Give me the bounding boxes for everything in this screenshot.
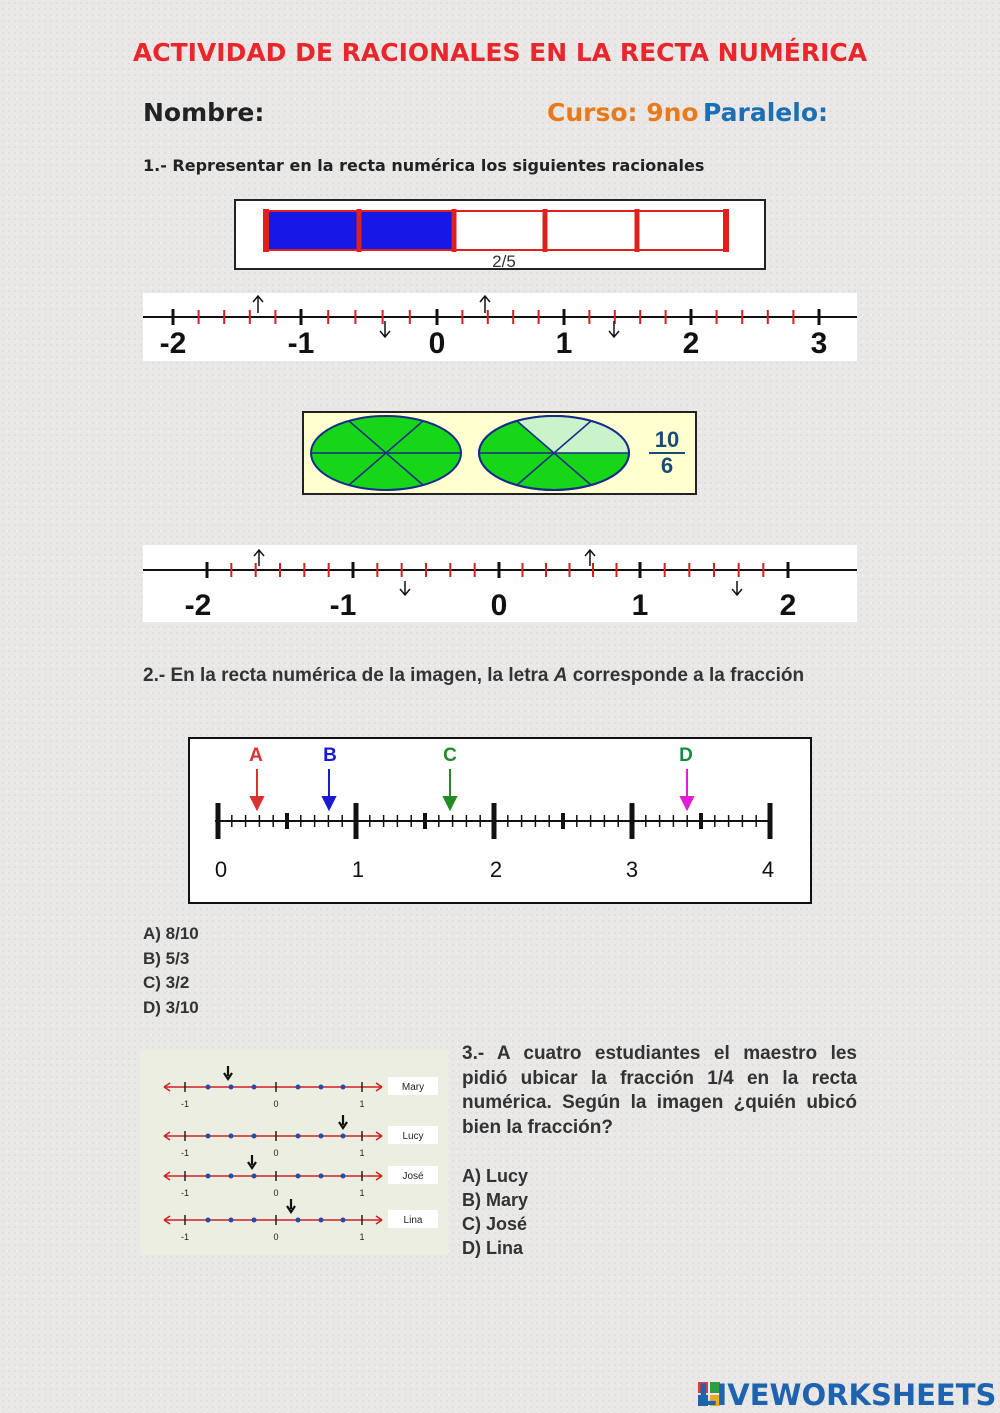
fraction-bar-figure [234,199,766,270]
quarter-dot [319,1218,324,1223]
student-name: Lina [403,1215,423,1226]
axis-label: 1 [631,589,649,622]
quarter-dot [319,1085,324,1090]
number-line-q2 [188,737,812,904]
quarter-dot [341,1085,346,1090]
pie-fraction-figure [302,411,697,495]
quarter-dot [252,1174,257,1179]
quarter-dot [296,1174,301,1179]
question-3-options [462,1164,528,1260]
logo-text: LIVEWORKSHEETS [698,1378,997,1412]
point-label-d: D [679,745,693,766]
quarter-dot [319,1134,324,1139]
section-label: Paralelo: [703,98,828,127]
page-title: ACTIVIDAD DE RACIONALES EN LA RECTA NUMÉRICA [132,38,868,67]
axis-label: -1 [180,1232,190,1242]
bar-part-filled-2 [359,211,454,250]
option-a[interactable]: A) 8/10 [143,924,199,943]
quarter-dot [206,1218,211,1223]
course-label: Curso: 9no [547,98,699,127]
axis-label: 1 [359,1232,365,1242]
point-label-a: A [249,745,263,766]
quarter-dot [252,1085,257,1090]
question-2-prompt: 2.- En la recta numérica de la imagen, la letra A corresponde a la fracción [143,665,805,686]
quarter-dot [296,1218,301,1223]
number-line-2 [143,545,857,622]
axis-label: -1 [180,1148,190,1158]
quarter-dot [252,1218,257,1223]
axis-label: 4 [761,857,775,882]
quarter-dot [341,1174,346,1179]
fraction-label-2-5: 2/5 [492,252,516,270]
option-d[interactable]: D) Lina [462,1238,523,1258]
axis-label: 0 [273,1232,279,1242]
bar-part-filled-1 [266,211,358,250]
quarter-dot [206,1085,211,1090]
axis-label: 2 [682,327,700,360]
quarter-dot [206,1134,211,1139]
number-line-1 [143,293,857,361]
student-name: José [402,1171,424,1182]
axis-label: 0 [273,1099,279,1109]
axis-label: 1 [359,1099,365,1109]
quarter-dot [341,1134,346,1139]
axis-label: 3 [810,327,828,360]
option-b[interactable]: B) 5/3 [143,948,190,968]
letter-a: A [553,665,568,686]
axis-label: 2 [779,589,797,622]
option-b[interactable]: B) Mary [462,1190,529,1210]
axis-label: 0 [273,1148,279,1158]
question-2-options [143,922,199,1020]
quarter-dot [229,1134,234,1139]
student-name: Lucy [402,1131,424,1142]
quarter-dot [319,1174,324,1179]
axis-label: -1 [180,1099,190,1109]
quarter-dot [229,1085,234,1090]
axis-label: -1 [329,589,357,622]
fraction-numerator: 10 [654,427,680,452]
quarter-dot [229,1218,234,1223]
question-1-prompt: 1.- Representar en la recta numérica los siguientes racionales [143,156,705,175]
option-a[interactable]: A) Lucy [462,1166,529,1186]
quarter-dot [296,1134,301,1139]
axis-label: 1 [555,327,573,360]
point-label-b: B [323,745,337,766]
axis-label: 0 [490,589,508,622]
question-3-prompt: 3.- A cuatro estudiantes el maestro les pidió ubicar la fracción 1/4 en la recta numérica. Según la imagen ¿quién ubicó bien la fracción? [462,1043,857,1138]
quarter-dot [296,1085,301,1090]
axis-label: 3 [625,857,639,882]
quarter-dot [252,1134,257,1139]
quarter-dot [229,1174,234,1179]
axis-label: -1 [180,1188,190,1198]
axis-label: 1 [359,1188,365,1198]
students-number-lines [140,1050,448,1255]
student-name: Mary [401,1082,425,1093]
axis-label: 0 [214,857,228,882]
name-label: Nombre: [143,98,265,127]
quarter-dot [341,1218,346,1223]
option-c[interactable]: C) 3/2 [143,973,190,992]
axis-label: -1 [287,327,315,360]
axis-label: 2 [489,857,503,882]
axis-label: 1 [351,857,365,882]
option-c[interactable]: C) José [462,1214,528,1234]
quarter-dot [206,1174,211,1179]
point-label-c: C [443,745,457,766]
axis-label: 0 [428,327,446,360]
pie-full [311,416,461,490]
option-d[interactable]: D) 3/10 [143,997,199,1017]
axis-label: -2 [184,589,212,622]
pie-partial [479,416,629,490]
axis-label: -2 [159,327,187,360]
fraction-denominator: 6 [660,453,674,478]
axis-label: 1 [359,1148,365,1158]
axis-label: 0 [273,1188,279,1198]
